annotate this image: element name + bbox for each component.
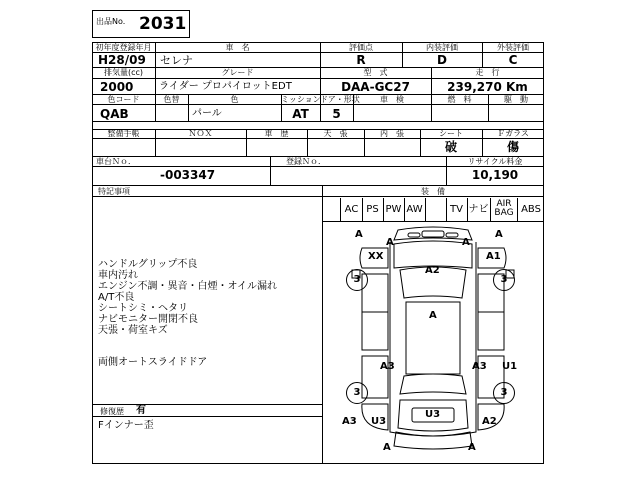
color-code-value: QAB [100,107,129,121]
note-line: ハンドルグリップ不良 [98,259,198,270]
equipment-label: 装 備 [421,187,445,196]
wheel-front-right: 3 [493,269,515,291]
mark-rear-left: A [383,442,391,453]
wheel-rear-left: 3 [346,382,368,404]
history-label: 車 歴 [264,129,289,138]
front-glass-value: 傷 [506,140,519,154]
notes-label: 特記事項 [98,187,130,196]
lot-label: 出品No. [96,17,126,26]
equip-aw: AW [406,204,423,215]
mark-roof: A [429,310,437,321]
equip-airbag: AIR BAG [494,199,514,218]
notes-list [98,260,277,336]
interior-trim-label: 内 張 [380,129,404,138]
roof-label: 天 張 [323,129,348,138]
interior-score-value: D [437,53,447,67]
equip-tv: TV [450,204,463,215]
wheel-rear-right: 3 [493,382,515,404]
mark-rear-u3-left: U3 [371,416,387,427]
drive-label: 駆 動 [504,95,528,104]
mark-xx: XX [368,251,384,262]
lot-number: 2031 [139,14,187,34]
grade-value: ライダー プロパイロットEDT [159,81,292,92]
score-value: R [356,53,366,67]
doors-label: ドア・形状 [320,95,360,104]
cc-value: 2000 [100,80,134,94]
cc-label: 排気量(cc) [103,68,144,77]
seat-value: 破 [444,140,457,154]
equipment-row [340,198,545,221]
model-label: 型 式 [363,68,388,77]
nox-label: ＮＯＸ [188,129,213,138]
exterior-score-value: C [508,53,518,67]
chassis-label: 車台Ｎｏ． [96,157,136,166]
wheel-front-left: 3 [346,269,368,291]
note-line: 天張・荷室キズ [98,325,168,336]
repair-detail: Fインナー歪 [98,420,154,431]
mark-u1: U1 [502,361,518,372]
repair-value: 有 [136,405,146,416]
mark-rear-a3: A3 [342,416,357,427]
inspection-label: 車 検 [380,95,404,104]
mission-value: AT [292,107,309,121]
note-line: A/T不良 [98,292,135,303]
registration-label: 登録Ｎｏ． [286,157,326,166]
color-code-label: 色コード [107,95,140,104]
equip-abs: ABS [521,204,541,215]
mark-a1: A1 [486,251,501,262]
car-name-value: セレナ [160,54,193,67]
equip-ps: PS [366,204,379,215]
mission-label: ミッション [281,95,321,104]
repair-label: 修復歴 [100,407,124,416]
note-line: 車内汚れ [98,270,138,281]
score-label: 評価点 [349,43,373,52]
front-glass-label: Ｆガラス [497,129,529,138]
mark-rear-a2: A2 [482,416,497,427]
seat-label: シート [439,129,463,138]
mark-a3-right: A3 [472,361,487,372]
car-diagram [322,222,544,464]
mark-front-left: A [355,229,363,240]
grade-label: グレード [221,68,254,77]
note-line: エンジン不調・異音・白煙・オイル漏れ [98,281,277,292]
mark-front-right: A [495,229,503,240]
recycle-value: 10,190 [471,168,519,182]
mileage-value: 239,270 Km [447,80,528,94]
note-extra: 両側オートスライドドア [98,357,208,368]
note-line: ナビモニター開閉不良 [98,314,198,325]
mark-hood-right: A [462,237,470,248]
note-line: シートシミ・ヘタリ [98,303,188,314]
model-value: DAA-GC27 [341,80,410,94]
recycle-label: リサイクル料金 [467,157,523,166]
fuel-label: 燃 料 [447,95,472,104]
chassis-value: -003347 [160,168,216,182]
equip-ac: AC [344,204,359,215]
equip-pw: PW [385,204,402,215]
mileage-label: 走 行 [475,68,500,77]
doors-value: 5 [332,107,341,121]
mark-rear-right: A [468,442,476,453]
mark-a2: A2 [425,265,440,276]
mark-hood-left: A [386,237,394,248]
manual-label: 整備手帳 [107,129,140,138]
color-value: パール [192,108,222,119]
equip-navi: ナビ [468,204,489,215]
mark-rear-u3: U3 [425,409,441,420]
car-name-label: 車 名 [225,43,250,52]
year-label: 初年度登録年月 [95,43,152,52]
color-label: 色 [230,95,239,104]
color-change-label: 色替 [163,95,180,104]
exterior-score-label: 外装評価 [497,43,529,52]
year-value: H28/09 [98,53,146,67]
lot-number-box [92,10,190,38]
interior-score-label: 内装評価 [426,43,458,52]
mark-a3-left: A3 [380,361,395,372]
